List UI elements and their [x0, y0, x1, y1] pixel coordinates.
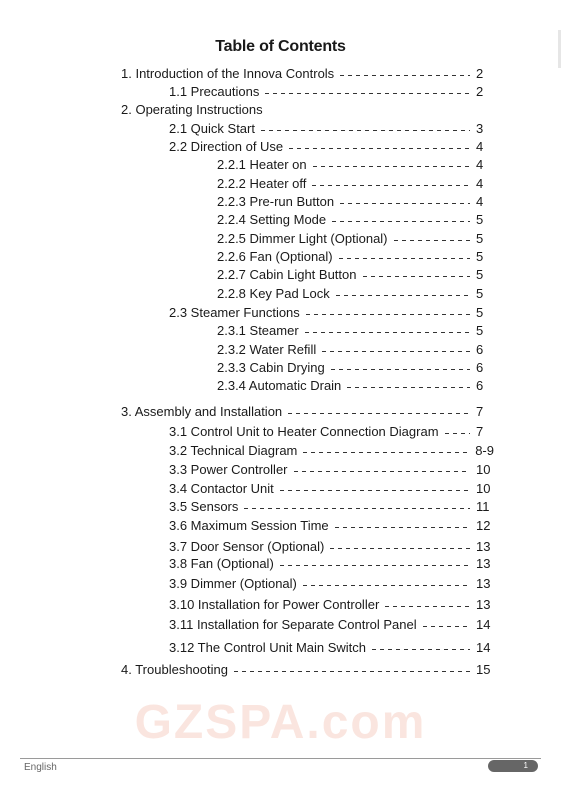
toc-dot-leader [330, 548, 470, 549]
toc-dot-leader [313, 166, 470, 167]
toc-entry-label: 3.4 Contactor Unit [169, 481, 274, 496]
toc-entry[interactable] [169, 518, 494, 534]
toc-entry[interactable] [217, 378, 494, 394]
toc-entry-label: 4. Troubleshooting [121, 662, 228, 677]
toc-entry-page: 7 [476, 424, 484, 439]
toc-entry-label: 2.2 Direction of Use [169, 139, 284, 154]
toc-dot-leader [340, 75, 470, 76]
toc-entry-label: 2.2.4 Setting Mode [217, 212, 327, 227]
toc-entry-label: 2.2.5 Dimmer Light (Optional) [217, 231, 388, 246]
toc-entry-label: 3.2 Technical Diagram [169, 443, 298, 458]
toc-entry[interactable] [217, 267, 494, 283]
toc-entry-label: 3.5 Sensors [169, 499, 239, 514]
toc-entry[interactable] [217, 249, 494, 265]
toc-entry-label: 2.3 Steamer Functions [169, 305, 300, 320]
toc-entry-page: 4 [476, 139, 484, 154]
toc-dot-leader [265, 93, 470, 94]
toc-entry[interactable] [169, 139, 494, 155]
toc-entry[interactable] [121, 102, 494, 118]
toc-dot-leader [335, 527, 470, 528]
toc-entry-page: 3 [476, 121, 484, 136]
toc-dot-leader [363, 276, 471, 277]
toc-entry-page: 5 [476, 231, 484, 246]
toc-entry-page: 5 [476, 267, 484, 282]
toc-entry-page: 5 [476, 305, 484, 320]
toc-dot-leader [280, 490, 470, 491]
toc-entry-label: 3.10 Installation for Power Controller [169, 597, 380, 612]
toc-entry-label: 2.3.3 Cabin Drying [217, 360, 325, 375]
toc-entry-label: 1. Introduction of the Innova Controls [121, 66, 335, 81]
toc-entry-page: 7 [476, 404, 484, 419]
toc-entry-page: 15 [476, 662, 491, 677]
toc-entry-label: 2.2.6 Fan (Optional) [217, 249, 333, 264]
toc-entry-page: 10 [476, 462, 491, 477]
toc-entry-label: 3.11 Installation for Separate Control Panel [169, 617, 417, 632]
toc-entry[interactable] [121, 404, 494, 420]
toc-entry[interactable] [169, 462, 494, 478]
toc-entry-page: 13 [476, 576, 491, 591]
toc-dot-leader [244, 508, 470, 509]
toc-entry-page: 10 [476, 481, 491, 496]
toc-entry[interactable] [217, 342, 494, 358]
toc-entry-label: 3.1 Control Unit to Heater Connection Diagram [169, 424, 439, 439]
toc-entry-label: 2.2.8 Key Pad Lock [217, 286, 330, 301]
toc-entry[interactable] [169, 121, 494, 137]
toc-entry-page: 13 [476, 597, 491, 612]
toc-entry-label: 3.7 Door Sensor (Optional) [169, 539, 325, 554]
toc-entry[interactable] [121, 662, 494, 678]
toc-entry-page: 14 [476, 617, 491, 632]
toc-entry[interactable] [169, 305, 494, 321]
toc-entry[interactable] [217, 286, 494, 302]
toc-entry-page: 2 [476, 84, 484, 99]
toc-entry[interactable] [217, 360, 494, 376]
watermark: GZSPA.com [134, 696, 427, 749]
footer-divider [20, 758, 541, 759]
toc-dot-leader [312, 185, 470, 186]
toc-entry[interactable] [169, 424, 494, 440]
toc-entry-page: 6 [476, 360, 484, 375]
toc-dot-leader [322, 351, 470, 352]
toc-entry[interactable] [169, 84, 494, 100]
toc-entry-page: 8-9 [475, 443, 494, 458]
toc-dot-leader [294, 471, 471, 472]
toc-entry-page: 12 [476, 518, 491, 533]
toc-dot-leader [445, 433, 470, 434]
toc-entry-label: 2.3.2 Water Refill [217, 342, 317, 357]
toc-dot-leader [332, 221, 470, 222]
toc-entry-page: 13 [476, 556, 491, 571]
toc-entry-label: 2.2.7 Cabin Light Button [217, 267, 357, 282]
toc-entry-label: 2. Operating Instructions [121, 102, 263, 117]
toc-entry-page: 4 [476, 176, 484, 191]
toc-entry[interactable] [217, 212, 494, 228]
toc-dot-leader [303, 452, 469, 453]
toc-entry-label: 2.2.3 Pre-run Button [217, 194, 335, 209]
toc-entry[interactable] [169, 539, 494, 555]
toc-dot-leader [261, 130, 470, 131]
toc-entry[interactable] [169, 640, 494, 656]
footer-language: English [24, 762, 57, 773]
toc-entry[interactable] [169, 499, 494, 515]
toc-entry-page: 6 [476, 342, 484, 357]
toc-dot-leader [289, 148, 470, 149]
toc-entry-page: 14 [476, 640, 491, 655]
toc-entry[interactable] [169, 576, 494, 592]
toc-entry-page: 5 [476, 323, 484, 338]
toc-entry[interactable] [169, 556, 494, 572]
toc-entry-label: 3.3 Power Controller [169, 462, 288, 477]
toc-dot-leader [305, 332, 470, 333]
page-title: Table of Contents [215, 38, 346, 55]
toc-entry-page: 6 [476, 378, 484, 393]
toc-entry-label: 3.9 Dimmer (Optional) [169, 576, 297, 591]
toc-entry-page: 5 [476, 249, 484, 264]
toc-entry[interactable] [121, 66, 494, 82]
toc-entry-page: 11 [476, 499, 490, 514]
toc-entry-page: 4 [476, 194, 484, 209]
toc-entry-label: 3. Assembly and Installation [121, 404, 283, 419]
toc-dot-leader [280, 565, 470, 566]
toc-entry[interactable] [169, 617, 494, 633]
toc-entry-label: 3.8 Fan (Optional) [169, 556, 274, 571]
toc-entry-page: 5 [476, 212, 484, 227]
toc-entry[interactable] [217, 323, 494, 339]
toc-dot-leader [331, 369, 470, 370]
toc-entry-label: 2.1 Quick Start [169, 121, 255, 136]
toc-dot-leader [372, 649, 470, 650]
toc-dot-leader [423, 626, 470, 627]
toc-dot-leader [306, 314, 470, 315]
toc-entry-page: 4 [476, 157, 484, 172]
toc-dot-leader [303, 585, 470, 586]
toc-entry-label: 2.2.1 Heater on [217, 157, 307, 172]
toc-dot-leader [340, 203, 470, 204]
toc-dot-leader [385, 606, 470, 607]
toc-entry-label: 1.1 Precautions [169, 84, 260, 99]
toc-entry[interactable] [217, 231, 494, 247]
toc-entry[interactable] [217, 157, 494, 173]
toc-entry-page: 2 [476, 66, 484, 81]
toc-dot-leader [394, 240, 470, 241]
toc-entry[interactable] [169, 481, 494, 497]
toc-entry-label: 2.3.4 Automatic Drain [217, 378, 342, 393]
toc-entry-label: 3.6 Maximum Session Time [169, 518, 329, 533]
toc-entry[interactable] [169, 597, 494, 613]
toc-dot-leader [288, 413, 470, 414]
toc-entry-label: 2.3.1 Steamer [217, 323, 299, 338]
toc-entry[interactable] [217, 194, 494, 210]
toc-entry-label: 3.12 The Control Unit Main Switch [169, 640, 367, 655]
toc-dot-leader [336, 295, 470, 296]
toc-entry-label: 2.2.2 Heater off [217, 176, 307, 191]
toc-entry-page: 13 [476, 539, 491, 554]
toc-dot-leader [339, 258, 470, 259]
toc-entry-page: 5 [476, 286, 484, 301]
toc-dot-leader [347, 387, 470, 388]
toc-entry[interactable] [169, 443, 494, 459]
page-number-badge: 1 [488, 760, 538, 772]
toc-dot-leader [234, 671, 470, 672]
toc-entry[interactable] [217, 176, 494, 192]
